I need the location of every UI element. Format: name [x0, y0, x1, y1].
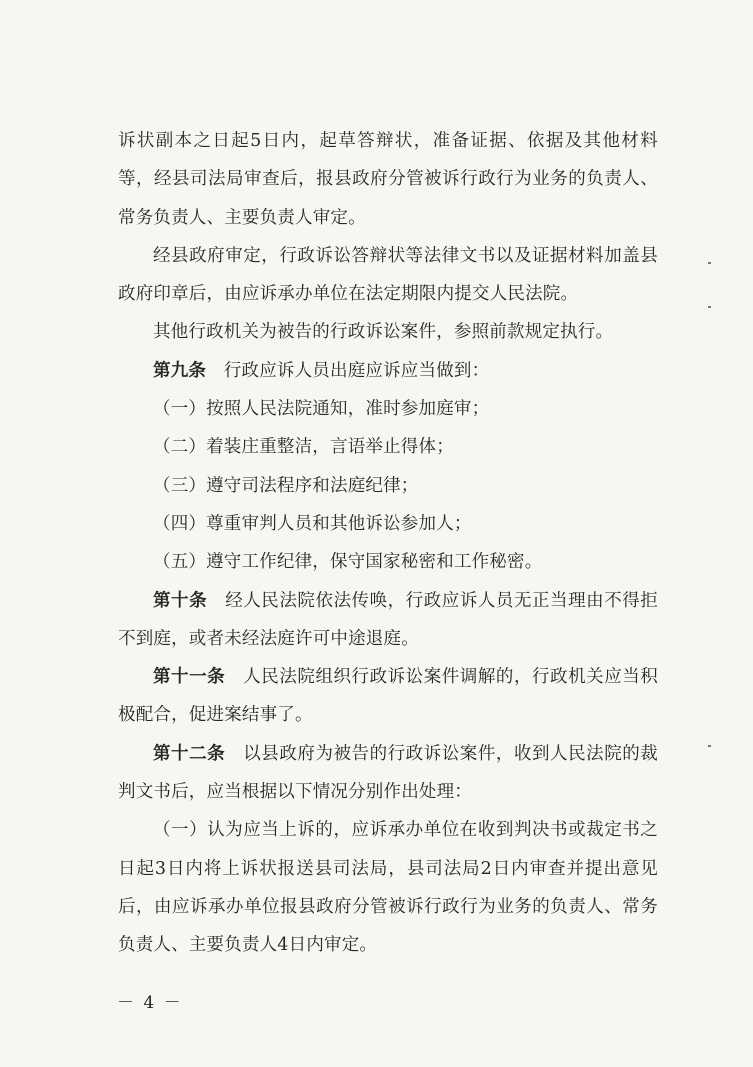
article-heading: 第九条 — [153, 360, 207, 381]
paragraph-text: （一）按照人民法院通知，准时参加庭审； — [153, 399, 490, 420]
document-body — [118, 122, 658, 965]
body-paragraph — [118, 543, 658, 581]
body-paragraph — [118, 811, 658, 964]
paragraph-text: （三）遵守司法程序和法庭纪律； — [153, 475, 419, 496]
body-paragraph — [118, 237, 658, 314]
paragraph-text: 经县政府审定，行政诉讼答辩状等法律文书以及证据材料加盖县政府印章后，由应诉承办单位在法定期限内提交人民法院。 — [118, 245, 658, 305]
paragraph-text: 经人民法院依法传唤，行政应诉人员无正当理由不得拒不到庭，或者未经法庭许可中途退庭。 — [118, 590, 658, 649]
paragraph-text: （二）着装庄重整洁，言语举止得体； — [153, 437, 454, 458]
body-paragraph — [118, 467, 658, 505]
paragraph-text: （五）遵守工作纪律，保守国家秘密和工作秘密。 — [153, 552, 543, 573]
page-number: － 4 － — [117, 993, 183, 1013]
paragraph-text: 诉状副本之日起5日内，起草答辩状，准备证据、依据及其他材料等，经县司法局审查后，报县政府分管被诉行政行为业务的负责人、常务负责人、主要负责人审定。 — [118, 131, 658, 228]
heading-gap — [225, 667, 243, 687]
paragraph-text: 以县政府为被告的行政诉讼案件，收到人民法院的裁判文书后，应当根据以下情况分别作出处理： — [118, 743, 658, 803]
article-paragraph — [118, 735, 658, 812]
paragraph-text: （四）尊重审判人员和其他诉讼参加人； — [153, 513, 472, 534]
heading-gap — [207, 591, 225, 611]
scan-speck — [708, 306, 711, 308]
heading-gap — [225, 744, 243, 764]
scan-speck — [708, 262, 711, 264]
paragraph-text: 行政应诉人员出庭应诉应当做到： — [223, 360, 490, 381]
body-paragraph — [118, 428, 658, 466]
paragraph-text: 人民法院组织行政诉讼案件调解的，行政机关应当积极配合，促进案结事了。 — [118, 667, 658, 726]
scan-speck — [708, 745, 711, 747]
body-paragraph — [118, 390, 658, 428]
paragraph-text: （一）认为应当上诉的，应诉承办单位在收到判决书或裁定书之日起3日内将上诉状报送县司法局，县司法局2日内审查并提出意见后，由应诉承办单位报县政府分管被诉行政行为业务的负责人、常务负责人、主要负责人4日内审定。 — [118, 820, 658, 956]
article-paragraph — [118, 582, 658, 659]
paragraph-text: 其他行政机关为被告的行政诉讼案件，参照前款规定执行。 — [153, 322, 614, 343]
article-heading: 第十条 — [153, 590, 208, 611]
heading-gap — [206, 361, 224, 381]
article-paragraph — [118, 352, 658, 390]
article-heading: 第十二条 — [153, 743, 226, 764]
body-paragraph — [118, 122, 658, 237]
article-heading: 第十一条 — [153, 667, 226, 688]
article-paragraph — [118, 658, 658, 735]
body-paragraph — [118, 505, 658, 543]
body-paragraph — [118, 313, 658, 351]
